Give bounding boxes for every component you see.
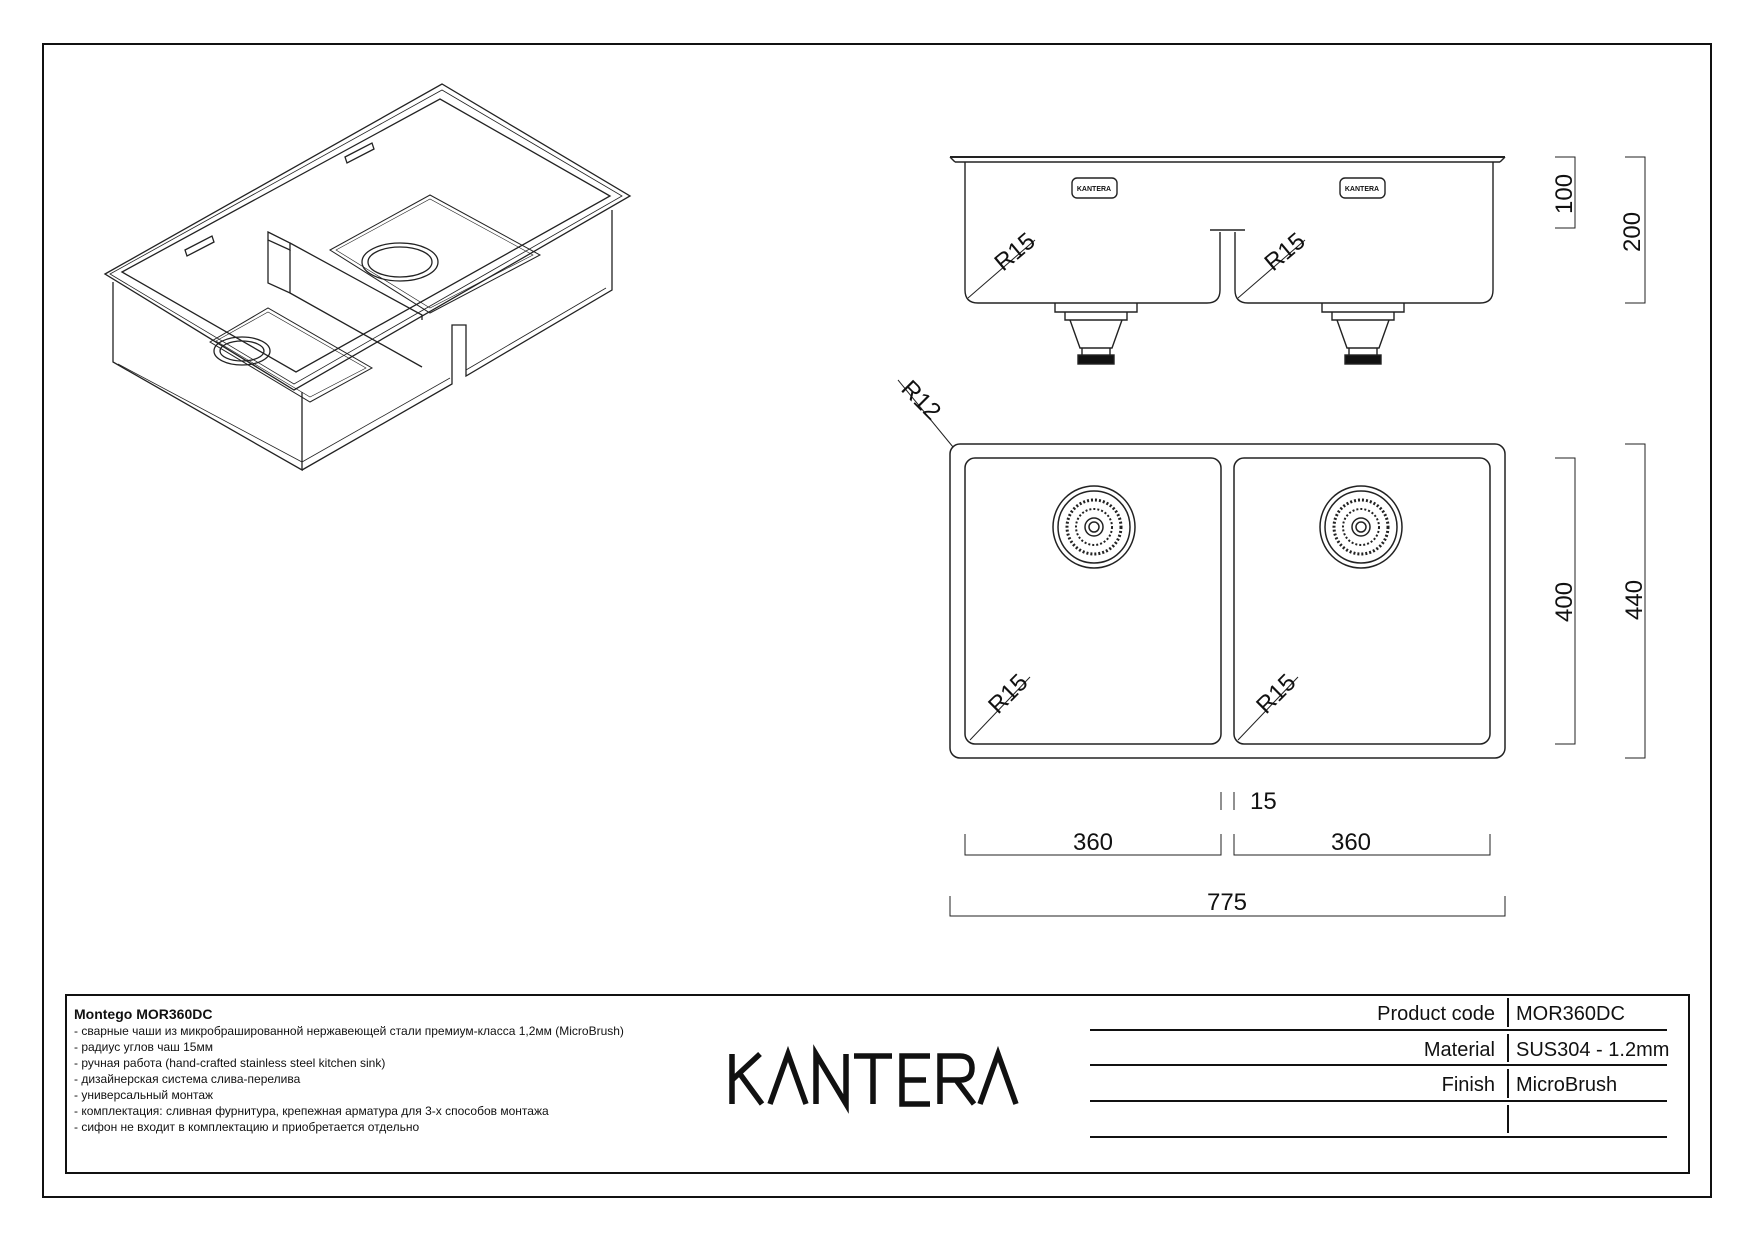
product-title: Montego MOR360DC [74,1006,213,1022]
feature-item: - комплектация: сливная фурнитура, крепежная арматура для 3-х способов монтажа [74,1104,549,1118]
finish-label: Finish [1441,1074,1495,1096]
dim-outer-height-label: 440 [1621,579,1648,620]
badge-right-text: KANTERA [1344,186,1380,193]
material-label: Material [1423,1039,1495,1061]
left-drain-icon [1053,486,1135,568]
isometric-view [105,84,630,470]
feature-item: - радиус углов чаш 15мм [74,1040,213,1054]
badge-left-text: KANTERA [1076,186,1112,193]
dim-bowl-depth-label: 100 [1551,173,1578,214]
kantera-logo [726,1040,1026,1120]
dim-left-bowl-label: 360 [1072,829,1114,856]
side-view-badge-text [1077,186,1379,193]
feature-item: - дизайнерская система слива-перелива [74,1072,301,1086]
material-value: SUS304 - 1.2mm [1516,1039,1670,1061]
top-view-labels [896,375,1648,916]
product-description [74,1005,714,1135]
top-view [898,380,1645,916]
side-view [950,157,1645,364]
dim-right-bowl-label: 360 [1330,829,1372,856]
finish-value: MicroBrush [1516,1074,1618,1096]
top-radius-left-label: R15 [983,669,1034,720]
side-radius-left-label: R15 [989,227,1041,277]
feature-item: - ручная работа (hand-crafted stainless steel kitchen sink) [74,1056,386,1070]
product-code-label: Product code [1377,1003,1495,1025]
top-radius-right-label: R15 [1251,669,1302,720]
dim-total-width-label: 775 [1206,889,1248,916]
dim-divider-label: 15 [1250,788,1277,815]
side-radius-right-label: R15 [1259,227,1311,277]
product-code-value: MOR360DC [1516,1003,1625,1025]
right-drain-icon [1320,486,1402,568]
feature-item: - сифон не входит в комплектацию и приобретается отдельно [74,1120,420,1134]
feature-item: - универсальный монтаж [74,1088,214,1102]
feature-item: - сварные чаши из микробрашированной нержавеющей стали премиум-класса 1,2мм (MicroBrush) [74,1024,624,1038]
top-radius-outer-label: R12 [895,375,946,426]
dim-total-depth-label: 200 [1619,211,1646,252]
dim-inner-height-label: 400 [1551,581,1578,622]
